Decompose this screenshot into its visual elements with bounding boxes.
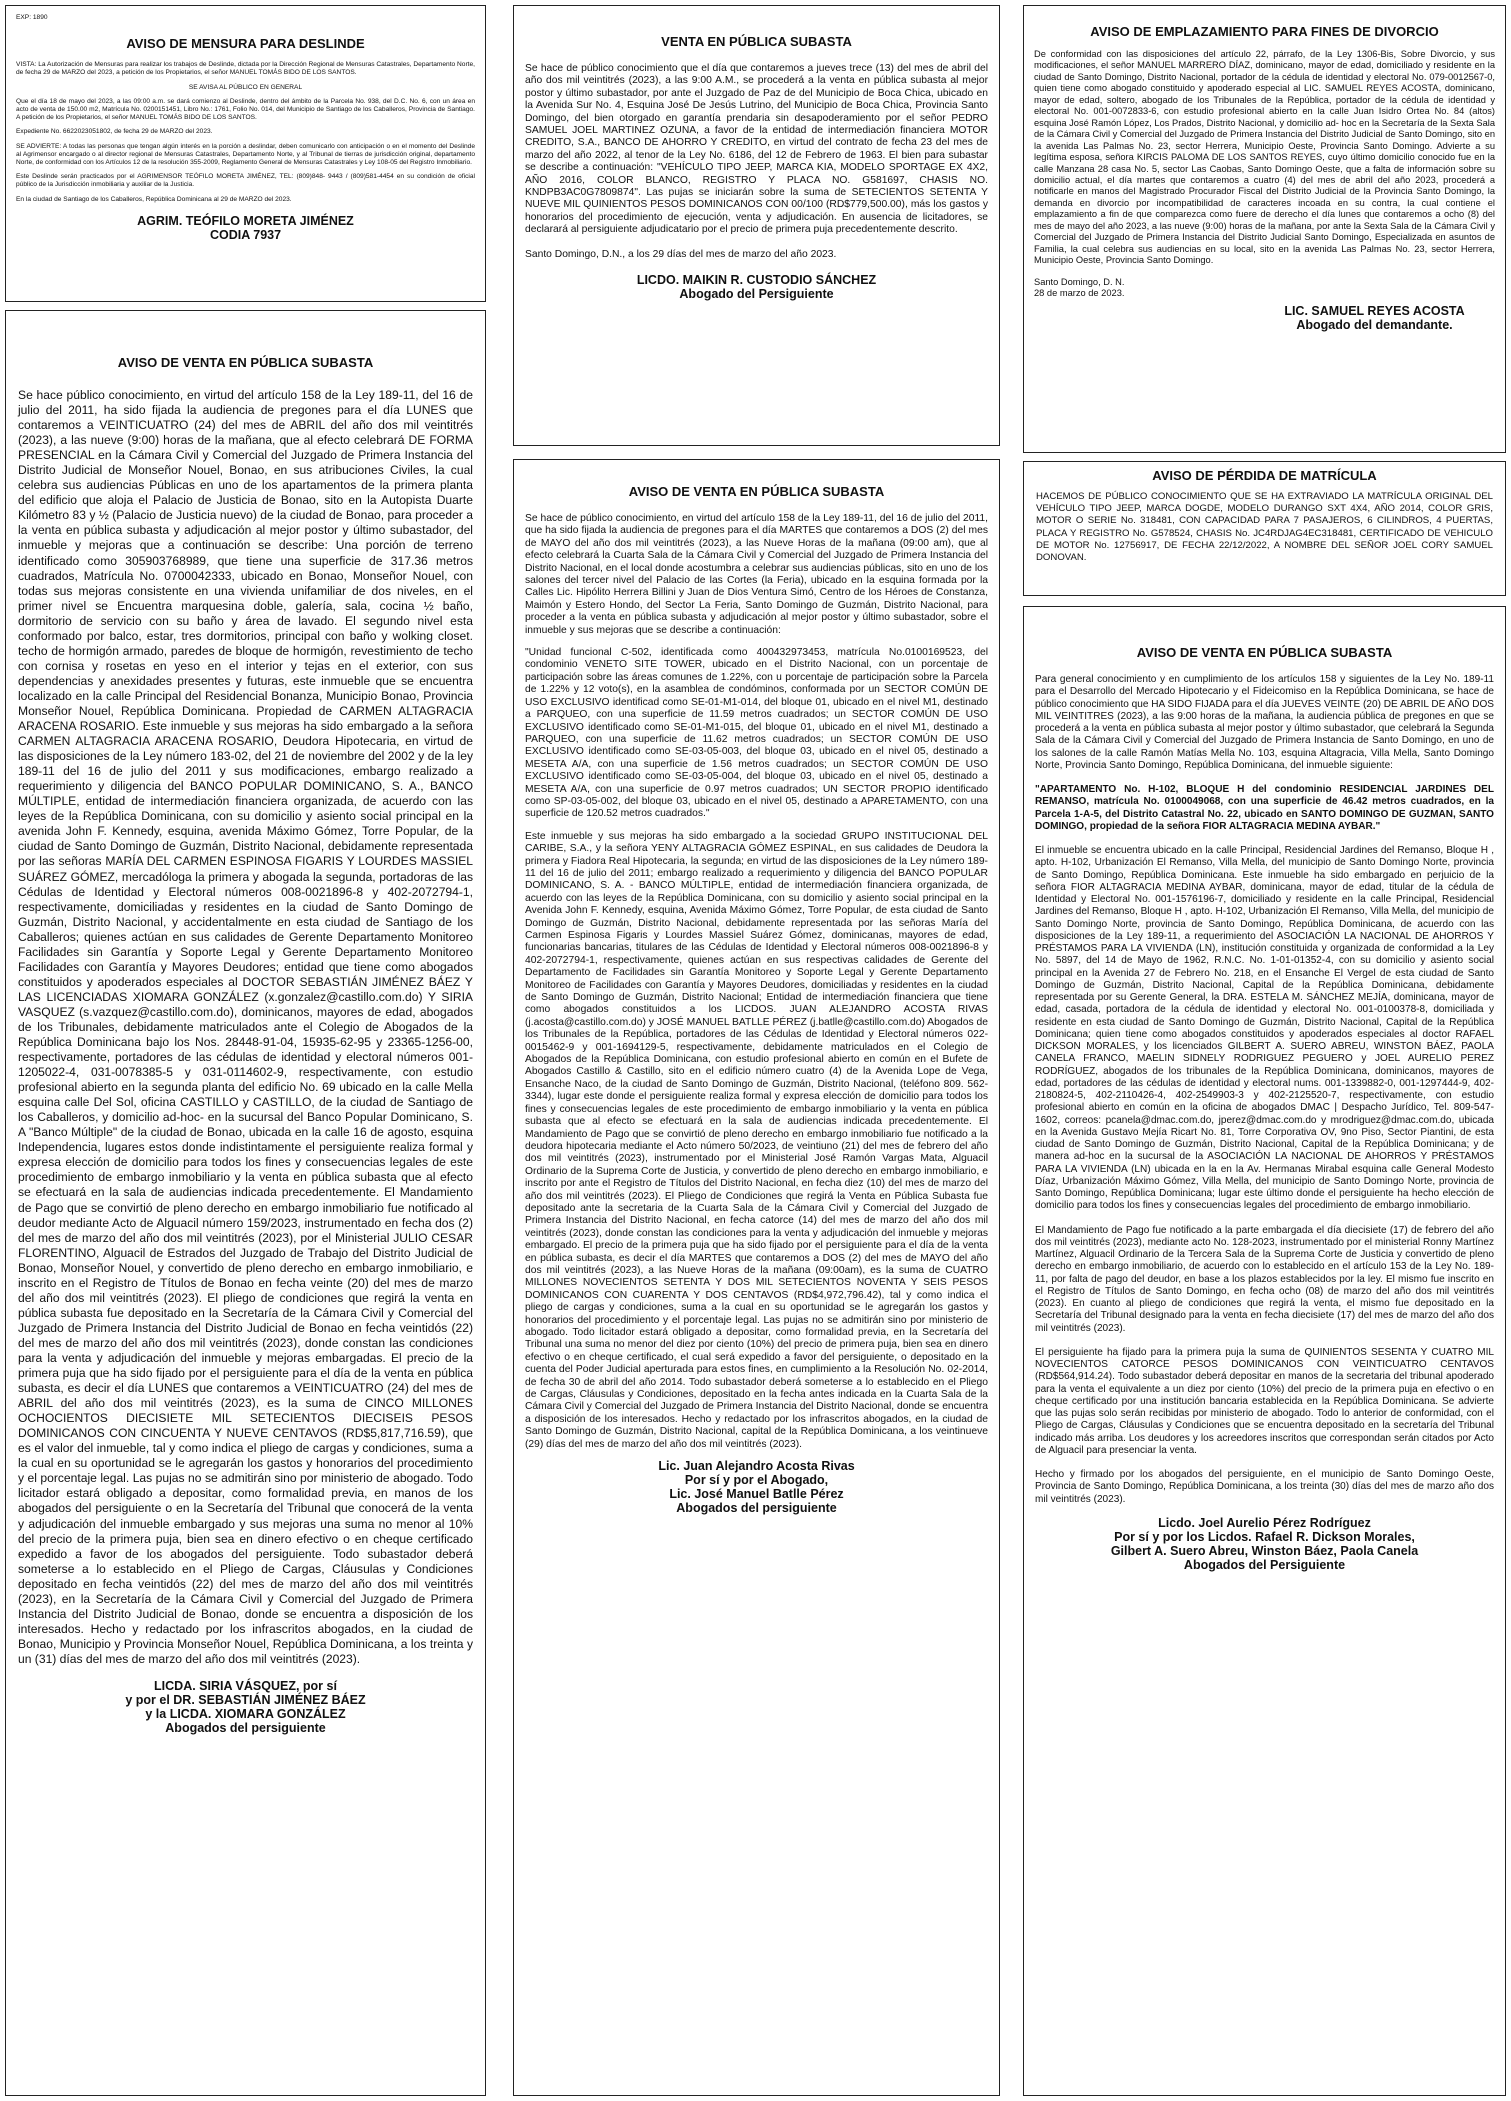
signature-name: Lic. Juan Alejandro Acosta Rivas bbox=[658, 1459, 855, 1474]
signature-title: Abogados del persiguiente bbox=[165, 1720, 326, 1735]
notice-title: AVISO DE VENTA EN PÚBLICA SUBASTA bbox=[1136, 645, 1393, 660]
signature-name: AGRIM. TEÓFILO MORETA JIMÉNEZ bbox=[137, 213, 354, 228]
notice-body: Se hace público conocimiento, en virtud del artículo 158 de la Ley 189-11, del 16 de julio del 2011, ha sido fijada la audiencia de pregones para el día LUNES que contaremos a VEINTICUATRO (24) del mes de ABRIL del año dos mil veintitrés (2023), a las nueve (9:00) horas de la mañana, que al efecto celebrará DE FORMA PRESENCIAL en la Cámara Civil y Comercial del Juzgado de Primera Instancia del Distrito Judicial de Monseñor Nouel, Bonao, en sus atribuciones Civiles, la cual celebra sus audiencias Públicas en uno de los apartamentos de la primera planta del edificio que aloja el Palacio de Justicia de Bonao, sito en la Autopista Duarte Kilómetro 83 y ½ (Palacio de Justicia nuevo) de la ciudad de Bonao, para proceder a la venta en pública subasta y adjudicación al mejor postor y último subastador, del inmueble y mejoras que a continuación se describe: Una porción de terreno identificado como 305903768989, que tiene una superficie de 317.36 metros cuadrados, Matrícula No. 0700042333, ubicado en Bonao, Monseñor Nouel, con todas sus mejoras consistente en una vivienda unifamiliar de dos niveles, en el primer nivel se Encuentra marquesina doble, galería, sala, cocina ½ baño, dormitorio de servicio con su baño y área de lavado. El segundo nivel esta conformado por balco, estar, tres dormitorios, principal con baño y wolking closet. techo de hormigón armado, paredes de bloque de hormigón, revestimiento de techo con cornisa y rosetas en yeso en el interior y tejas en el exterior, con sus dependencias y anexidades presentes y futuras, este inmueble que se encuentra localizado en la calle Principal del Residencial Bonanza, Municipio Bonao, Provincia Monseñor Nouel, República Dominicana. Propiedad de CARMEN ALTAGRACIA ARACENA ROSARIO. Este inmueble y sus mejoras ha sido embargado a la señora CARMEN ALTAGRACIA ARACENA ROSARIO, Deudora Hipotecaria, en virtud de las disposiciones de la Ley número 183-02, del 21 de noviembre del 2002 y de la ley 189-11 del 16 de julio del 2011 y sus modificaciones, embargo realizado a requerimiento y diligencia del BANCO POPULAR DOMINICANO, S. A., BANCO MÚLTIPLE, entidad de intermediación financiera organizada, de acuerdo con las leyes de la República Dominicana, con su domicilio y asiento social principal en la avenida John F. Kennedy, esquina, avenida Máximo Gómez, Torre Popular, de la ciudad de Santo Domingo de Guzmán, Distrito Nacional, debidamente representada por las señoras MARÍA DEL CARMEN ESPINOSA FIGARIS Y LOURDES MASSIEL SUÁREZ GÓMEZ, mercadóloga la primera y abogada la segunda, portadoras de las Cédulas de Identidad y Electoral números 008-0021896-8 y 402-2072794-1, respectivamente, domiciliadas y residentes en la ciudad de Santo Domingo de Guzmán, Distrito Nacional, y accidentalmente en esta ciudad de Santiago de los Caballeros; quienes actúan en sus calidades de Gerente Departamento Monitoreo Facilidades sin Garantía y Soporte Legal y Gerente Departamento Monitoreo Facilidades con Garantía y Mayores Deudores; entidad que tiene como abogados constituidos y apoderados especiales al DOCTOR SEBASTIÁN JIMÉNEZ BÁEZ Y LAS LICENCIADAS XIOMARA GONZÁLEZ (x.gonzalez@castillo.com.do) Y SIRIA VASQUEZ (s.vazquez@castillo.com.do), dominicanos, mayores de edad, abogados de los Tribunales, debidamente matriculados ante el Colegio de Abogados de la República Dominicana bajo los Nos. 28448-91-04, 15935-62-95 y 23365-1256-00, respectivamente, portadores de las cédulas de identidad y electoral números 001-1205022-4, 031-0078385-5 y 031-0114602-9, respectivamente, con estudio profesional abierto en la segunda planta del edificio No. 69 ubicado en la calle Mella esquina calle Del Sol, oficina CASTILLO y CASTILLO, de la ciudad de Santiago de los Caballeros, y domicilio ad-hoc- en la sucursal del Banco Popular Dominicano, S. A "Banco Múltiple" de la ciudad de Bonao, ubicada en la calle 16 de agosto, esquina Independencia, lugares estos donde indistintamente el persiguiente realiza formal y expresa elección de domicilio para todos los fines y consecuencias legales de este procedimiento de embargo inmobiliario y la venta en pública subasta que al efecto se efectuará en la sala de audiencias indicada precedentemente. El Mandamiento de Pago que se convirtió de pleno derecho en embargo inmobiliario fue notificado al deudor mediante Acto de Alguacil número 159/2023, instrumentado en fecha dos (2) del mes de marzo del año dos mil veintitrés (2023), por el Ministerial JULIO CESAR FLORENTINO, Alguacil de Estrados del Juzgado de Trabajo del Distrito Judicial de Bonao, Monseñor Nouel, y convertido de pleno derecho en embargo inmobiliario, e inscrito en el Registro de Títulos de Bonao en fecha veinte (20) del mes de marzo del año dos mil veintitrés (2023). El pliego de condiciones que regirá la venta en pública subasta fue depositado en la Secretaría de la Cámara Civil y Comercial del Juzgado de Primera Instancia del Distrito Judicial de Bonao en fecha veintidós (22) del mes de marzo del año dos mil veintitrés (2023), donde constan las condiciones para la venta y adjudicación del inmueble y mejoras embargadas. El precio de la primera puja que ha sido fijado por el persiguiente para el día de la venta en pública subasta, es decir el día LUNES que contaremos a VEINTICUATRO (24) del mes de ABRIL del año dos mil veintitrés (2023), es la suma de CINCO MILLONES OCHOCIENTOS DIECISIETE MIL SETECIENTOS DIECISEIS PESOS DOMINICANOS CON CINCUENTA Y NUEVE CENTAVOS (RD$5,817,716.59), que es el valor del inmueble, tal y como indica el pliego de cargas y condiciones, suma a la cual en su oportunidad se le agregarán los gastos y honorarios del procedimiento y el porcentaje legal. Las pujas no se admitirán sino por ministerio de abogado. Todo licitador estará obligado a depositar, como formalidad previa, en manos de los abogados del persiguiente o en la Secretaría del Tribunal que conocerá de la venta y adjudicación del inmueble embargado y sus mejoras una suma no menor al 10% del precio de la primera puja, bien sea en dinero efectivo o en cheque certificado expedido a favor de los abogados del persiguiente. Todo subastador deberá someterse a lo establecido en el Pliego de Cargas, Cláusulas y Condiciones depositado en fecha veintidós (22) del mes de marzo del año dos mil veintitrés (2023), en la Secretaría de la Cámara Civil y Comercial del Juzgado de Primera Instancia del Distrito Judicial de Bonao, donde se encuentra a disposición de los interesados. Hecho y redactado por los infrascritos abogados, en la ciudad de Bonao, Municipio y Provincia Monseñor Nouel, República Dominicana, a los treinta y un (31) días del mes de marzo del año dos mil veintitrés (2023). bbox=[18, 388, 473, 1666]
notice-body: Se hace de público conocimiento que el día que contaremos a jueves trece (13) del mes de abril del año dos mil veintitrés (2023), a las 9:00 A.M., se procederá a la venta en pública subasta al mejor postor y último subastador, por ante el Juzgado de Paz de del Municipio de Boca Chica, ubicado en la Avenida Sur No. 4, Esquina José De Jesús Lutrino, del Municipio de Boca Chica, Provincia Santo Domingo, del bien otorgado en garantía prendaria sin desapoderamiento por el señor PEDRO SAMUEL JOEL MARTINEZ OZUNA, a favor de la entidad de intermediación financiera MOTOR CREDITO, S.A., BANCO DE AHORRO Y CREDITO, en virtud del contrato de fecha 23 del mes de marzo del año 2022, al tenor de la Ley No. 6186, del 12 de Febrero de 1963. El bien para subastar se describe a continuación: "VEHÍCULO TIPO JEEP, MARCA KIA, MODELO SPORTAGE EX 4X2, AÑO 2016, COLOR BLANCO, REGISTRO Y PLACA NO. G581697, CHASIS NO. KNDPB3AC0G7809874". Las pujas se iniciarán sobre la suma de SETECIENTOS SETENTA Y NUEVE MIL QUINIENTOS PESOS DOMINICANOS CON 00/100 (RD$779,500.00), más los gastos y honorarios del procedimiento de ejecución, venta y adjudicación. En ausencia de licitadores, se declarará al persiguiente adjudicatario por el precio de primera puja precedentemente descrito. bbox=[525, 63, 988, 236]
notice-venta-bonao bbox=[5, 310, 486, 2096]
signature-name: y la LICDA. XIOMARA GONZÁLEZ bbox=[145, 1706, 346, 1721]
paragraph: Este inmueble y sus mejoras ha sido embargado a la sociedad GRUPO INSTITUCIONAL DEL CARIBE, S.A., y la señora YENY ALTAGRACIA GÓMEZ ESPINAL, en sus calidades de Deudora la primera y Fiadora Real Hipotecaria, la segunda; en virtud de las disposiciones de la Ley número 189-11 del 16 de julio del 2011; embargo realizado a requerimiento y diligencia del BANCO POPULAR DOMINICANO, S. A. - BANCO MÚLTIPLE, entidad de intermediación financiera organizada, de acuerdo con las leyes de la República Dominicana, con su domicilio y asiento social principal en la Avenida John F. Kennedy, esquina, Avenida Máximo Gómez, Torre Popular, de esta ciudad de Santo Domingo de Guzmán, Distrito Nacional, debidamente representada por las señoras María del Carmen Espinosa Figaris y Lourdes Massiel Suárez Gómez, dominicanas, mayores de edad, funcionarias bancarias, titulares de las Cédulas de Identidad y Electoral números 008-0021896-8 y 402-2072794-1, respectivamente, quienes actúan en sus respectivas calidades de Gerente del Departamento de Facilidades sin Garantía Monitoreo y Soporte Legal y Gerente Departamento Monitoreo de Facilidades con Garantía y Mayores Deudores, domiciliadas y residentes en la ciudad de Santo Domingo de Guzmán, Distrito Nacional; Entidad de intermediación financiera que tiene como abogados constituidos a los LICDOS. JUAN ALEJANDRO ACOSTA RIVAS (j.acosta@castillo.com.do) y JOSÉ MANUEL BATLLE PÉREZ (j.batlle@castillo.com.do) Abogados de los Tribunales de la República, portadores de las Cédulas de Identidad y Electoral números 022-0015462-9 y 001-1694129-5, respectivamente, debidamente matriculados en el Colegio de Abogados de la República Dominicana, con estudio profesional abierto en común en el Bufete de Abogados Castillo & Castillo, sito en el edificio número cuatro (4) de la Avenida Lope de Vega, Ensanche Naco, de la ciudad de Santo Domingo de Guzmán, Distrito Nacional, (teléfono 809. 562-3344), lugar este donde el persiguiente realiza formal y expresa elección de domicilio para todos los fines y consecuencias legales de este procedimiento de embargo inmobiliario y la venta en pública subasta que al efecto se efectuará en la sala de audiencias indicada precedentemente. El Mandamiento de Pago que se convirtió de pleno derecho en embargo inmobiliario fue notificado a la deudora hipotecaria mediante el Acto número 50/2023, de veintiuno (21) del mes de febrero del año dos mil veintitrés (2023), instrumentado por el Ministerial José Ramón Vargas Mata, Alguacil Ordinario de la Suprema Corte de Justicia, y convertido de pleno derecho en embargo inmobiliario, e inscrito por ante el Registro de Títulos del Distrito Nacional, en fecha diez (10) del mes de marzo del año dos mil veintitrés (2023). El Pliego de Condiciones que regirá la Venta en Pública Subasta fue depositado ante la secretaria de la Cuarta Sala de la Cámara Civil y Comercial del Juzgado de Primera Instancia del Distrito Nacional, en fecha catorce (14) del mes de marzo del año dos mil veintitrés (2023), donde constan las condiciones para la venta y adjudicación del inmueble y mejoras embargado. El precio de la primera puja que ha sido fijado por el persiguiente para el día de la venta en pública subasta, es decir el día MARTES que contaremos a DOS (2) del mes de MAYO del año dos mil veintitrés (2023), a las Nueve Horas de la mañana (09:00am), es la suma de CUATRO MILLONES NOVECIENTOS SETENTA Y DOS MIL SETECIENTOS NOVENTA Y SEIS PESOS DOMINICANOS CON CUARENTA Y DOS CENTAVOS (RD$4,972,796.42), tal y como indica el pliego de cargas y condiciones, suma a la cual en su oportunidad se le agregarán los gastos y honorarios del procedimiento y el porcentaje legal. Las pujas no se admitirán sino por ministerio de abogado. Todo licitador estará obligado a depositar, como formalidad previa, en la Secretaría del Tribunal una suma no menor del diez por ciento (10%) del precio de primera puja, bien sea en dinero efectivo o en cheque certificado, el cual será expedido a favor del persiguiente, o depositado en la cuenta del Poder Judicial aperturada para estos fines, en cumplimiento a la Resolución No. 02-2014, de fecha 30 de abril del año 2014. Todo subastador deberá someterse a lo establecido en el Pliego de Cargas, Cláusulas y Condiciones, depositado en la fecha antes indicada en la Cuarta Sala de la Cámara Civil y Comercial del Juzgado de Primera Instancia del Distrito Nacional, donde se encuentra a disposición de los interesados. Hecho y redactado por los infrascritos abogados, en la ciudad de Santo Domingo de Guzmán, Distrito Nacional, capital de la República Dominicana, a los veintinueve (29) días del mes de marzo del año dos mil veintitrés (2023). bbox=[525, 830, 989, 1450]
notice-date: Santo Domingo, D.N., a los 29 días del mes de marzo del año 2023. bbox=[525, 248, 837, 260]
notice-title: AVISO DE VENTA EN PÚBLICA SUBASTA bbox=[117, 355, 374, 370]
paragraph: Para general conocimiento y en cumplimiento de los artículos 158 y siguientes de la Ley No. 189-11 para el Desarrollo del Mercado Hipotecario y el Fideicomiso en la República Dominicana, se hace de público conocimiento que HA SIDO FIJADA para el día JUEVES VEINTE (20) DE ABRIL DE AÑO DOS MIL VEINTITRES (2023), a las 9:00 horas de la mañana, la audiencia pública de pregones en que se procederá a la venta en pública subasta al mejor postor y último subastador, que celebrará la Segunda Sala de la Cámara Civil y Comercial del Juzgado de Primera Instancia de Santo Domingo, en uno de los salones de la calle Ramón Matías Mella No. 103, esquina Altagracia, Villa Mella, Santo Domingo Norte, Provincia Santo Domingo, República Dominicana, del inmueble siguiente: bbox=[1035, 674, 1494, 771]
notice-divorcio bbox=[1023, 5, 1506, 453]
notice-title: AVISO DE MENSURA PARA DESLINDE bbox=[126, 36, 365, 52]
notice-mensura bbox=[5, 5, 486, 302]
notice-title: AVISO DE EMPLAZAMIENTO PARA FINES DE DIVORCIO bbox=[1090, 24, 1439, 39]
signature-name: LIC. SAMUEL REYES ACOSTA bbox=[1284, 303, 1465, 318]
notice-title: VENTA EN PÚBLICA SUBASTA bbox=[661, 34, 852, 49]
signature-name: y por el DR. SEBASTIÁN JIMÉNEZ BÁEZ bbox=[125, 1692, 366, 1707]
notice-venta-boca-chica bbox=[513, 5, 1000, 446]
paragraph: Este Deslinde serán practicados por el AGRIMENSOR TEÓFILO MORETA JIMÉNEZ, TEL: (809)848- 9443 / (809)581-4454 en su condición de oficial público de la Jurisdicción inmobiliaria y auxiliar de la Justicia. bbox=[16, 173, 475, 189]
signature-name: Licdo. Joel Aurelio Pérez Rodríguez bbox=[1158, 1515, 1371, 1530]
paragraph: Que el día 18 de mayo del 2023, a las 09:00 a.m. se dará comienzo al Deslinde, dentro del ámbito de la Parcela No. 938, del D.C. No. 6, con un área en acto de venta de 150.00 m2, Matrícula No. 0200151451, Libro No.: 1761, Folio No. 014, del Municipio de Santiago de los Caballeros, Provincia de Santiago. A petición de los Propietarios, el señor MANUEL TOMÁS BIDO DE LOS SANTOS. bbox=[16, 97, 475, 122]
notice-perdida-matricula bbox=[1023, 461, 1506, 596]
paragraph: El Mandamiento de Pago fue notificado a la parte embargada el día diecisiete (17) de febrero del año dos mil veintitrés (2023), mediante acto No. 128-2023, instrumentado por el ministerial Ronny Martínez Martínez, Alguacil Ordinario de la Tercera Sala de la Suprema Corte de Justicia y convertido de pleno derecho en embargo inmobiliario, de acuerdo con lo establecido en el artículo 153 de la Ley No. 189-11, por falta de pago del deudor, en base a los plazos establecidos por la ley. El mismo fue inscrito en el Registro de Títulos de Santo Domingo, en fecha ocho (08) de marzo del año dos mil veintitrés (2023). En cuanto al pliego de condiciones que regirá la venta, el mismo fue depositado en la Secretaría del Tribunal designado para la venta en fecha diecisiete (17) del mes de marzo del año dos mil veintitrés (2023). bbox=[1035, 1224, 1494, 1334]
notice-title: AVISO DE VENTA EN PÚBLICA SUBASTA bbox=[628, 484, 885, 499]
notice-title: AVISO DE PÉRDIDA DE MATRÍCULA bbox=[1152, 468, 1377, 483]
signature-name: LICDA. SIRIA VÁSQUEZ, por sí bbox=[154, 1678, 337, 1693]
signature-title: Abogado del demandante. bbox=[1296, 317, 1453, 332]
signature-title: CODIA 7937 bbox=[209, 227, 282, 242]
notice-body: HACEMOS DE PÚBLICO CONOCIMIENTO QUE SE HA EXTRAVIADO LA MATRÍCULA ORIGINAL DEL VEHÍCULO TIPO JEEP, MARCA DOGDE, MODELO DURANGO SXT 4X4, AÑO 2014, COLOR GRIS, MOTOR O SERIE No. 318481, CON CAPACIDAD PARA 7 PASAJEROS, 6 CILINDROS, 4 PUERTAS, PLACA Y REGISTRO No. G578524, CHASIS No. JC4RDJAG4EC318481, CERTIFICADO DE VEHICULO DE MOTOR No. 12756917, DE FECHA 22/12/2022, A NOMBRE DEL SEÑOR JOEL CORY SAMUEL DONOVAN. bbox=[1036, 491, 1493, 564]
signature-title: Abogado del Persiguiente bbox=[679, 287, 834, 302]
paragraph: VISTA: La Autorización de Mensuras para realizar los trabajos de Deslinde, dictada por la Dirección Regional de Mensuras Catastrales, Departamento Norte, de fecha 29 de MARZO del 2023, a petición de los Propietarios, el señor MANUEL TOMÁS BIDO DE LOS SANTOS. bbox=[16, 61, 475, 77]
paragraph: Expediente No. 6622023051802, de fecha 29 de MARZO del 2023. bbox=[16, 128, 213, 136]
notice-date: Santo Domingo, D. N. bbox=[1034, 276, 1125, 287]
paragraph: En la ciudad de Santiago de los Caballeros, República Dominicana al 29 de MARZO del 2023. bbox=[16, 195, 292, 203]
signature-name: Gilbert A. Suero Abreu, Winston Báez, Paola Canela bbox=[1110, 1543, 1419, 1558]
paragraph: El inmueble se encuentra ubicado en la calle Principal, Residencial Jardines del Remanso, Bloque H , apto. H-102, Urbanización El Remanso, Villa Mella, del municipio de Santo Domingo Norte, provincia de Santo Domingo, República Dominicana. Este inmueble ha sido embargado en perjuicio de la señora FIOR ALTAGRACIA MEDINA AYBAR, dominicana, mayor de edad, titular de la cédula de Identidad y Electoral No. 001-1576196-7, domiciliado y residente en la calle Principal, Residencial Jardines del Remanso, Bloque H , apto. H-102, Urbanización El Remanso, Villa Mella, del municipio de Santo Domingo Norte, provincia de Santo Domingo, República Dominicana, de acuerdo con las disposiciones de la Ley 189-11, a requerimiento del ASOCIACIÓN LA NACIONAL DE AHORROS Y PRÉSTAMOS PARA LA VIVIENDA (LN), institución constituida y organizada de conformidad a la Ley No. 5897, del 14 de Mayo de 1962, R.N.C. No. 1-01-01352-4, con su domicilio y asiento social principal en la Avenida 27 de Febrero No. 218, en el Ensanche El Vergel de esta ciudad de Santo Domingo de Guzmán, Distrito Nacional, Capital de la República Dominicana, debidamente representada por su Gerente General, la DRA. ESTELA M. SÁNCHEZ MEJÍA, dominicana, mayor de edad, casada, portadora de la cédula de identidad y electoral No. 001-0100378-8, domiciliada y residente en esta ciudad de Santo Domingo de Guzmán, Distrito Nacional, Capital de la República Dominicana; quien tiene como abogados constituidos y apoderados especiales al doctor RAFAEL DICKSON MORALES, y los licenciados GILBERT A. SUERO ABREU, WINSTON BÁEZ, PAOLA CANELA FRANCO, MAELIN SIDNELY RODRIGUEZ PEGUERO y JOEL AURELIO PEREZ RODRÍGUEZ, abogados de los tribunales de la República Dominicana, dominicanos, mayores de edad, portadores de las cédulas de identidad y electoral nums. 001-1339882-0, 001-1297444-9, 402-2180824-5, 402-2110426-4, 402-2549903-3 y 402-2125520-7, respectivamente, con estudio profesional abierto en común en la oficina de abogados DMAC | Despacho Jurídico, Tel. 809-547-1602, correos: pcanela@dmac.com.do, jperez@dmac.com.do y mrodriguez@dmac.com.do, ubicada en la Avenida Gustavo Mejía Ricart No. 81, Torre Corporativa OV, 9no Piso, Sector Piantini, de esta ciudad de Santo Domingo de Guzmán, Distrito Nacional, Capital de la República Dominicana; y de manera ad-hoc en la sucursal de la ASOCIACIÓN LA NACIONAL DE AHORROS Y PRÉSTAMOS PARA LA VIVIENDA (LN) ubicada en la en la Av. Hermanas Mirabal esquina calle General Modesto Díaz, Urbanización Máximo Gómez, Villa Mella, del municipio de Santo Domingo Norte, provincia de Santo Domingo, República Dominicana; lugar este último donde el persiguiente ha hecho elección de domicilio para todos los fines y consecuencias legales del procedimiento de embargo inmobiliario. bbox=[1035, 845, 1494, 1212]
notice-date: 28 de marzo de 2023. bbox=[1034, 288, 1125, 299]
signature-title: Abogados del persiguiente bbox=[676, 1501, 837, 1516]
paragraph: "Unidad funcional C-502, identificada como 400432973453, matrícula No.0100169523, del condominio VENETO SITE TOWER, ubicado en el Distrito Nacional, con un porcentaje de participación sobre las áreas comunes de 1.22%, con u porcentaje de participación sobre la Parcela de 1.22% y 12 voto(s), en la asamblea de condóminos, conformada por un SECTOR COMÚN DE USO EXCLUSIVO identificad como SE-01-M1-014, del bloque 01, ubicado en el nivel M1, destinado a PARQUEO, con una superficie de 11.59 metros cuadrados; un SECTOR COMÚN DE USO EXCLUSIVO identificado como SE-01-M1-015, del bloque 01, ubicado en el nivel M1, destinado a PARQUEO, con una superficie de 11.62 metros cuadrados; un SECTOR COMÚN DE USO EXCLUSIVO identificado como SE-03-05-003, del bloque 03, ubicado en el nivel 05, destinado a MESETA A/A, con una superficie de 1.56 metros cuadrados; un SECTOR COMÚN DE USO EXCLUSIVO identificado como SE-03-05-004, del bloque 03, ubicado en el nivel 05, destinado a MESETA A/A, con una superficie de 0.97 metros cuadrados; UN SECTOR PROPIO identificado como SP-03-05-002, del bloque 03, ubicado en el nivel 05, destinado a APARETAMENTO, con una superficie de 120.52 metros cuadrados." bbox=[525, 647, 988, 820]
signature-name: LICDO. MAIKIN R. CUSTODIO SÁNCHEZ bbox=[636, 273, 877, 288]
exp-number: EXP: 1890 bbox=[16, 14, 48, 21]
signature-name: Por sí y por el Abogado, bbox=[684, 1473, 829, 1488]
paragraph: Se hace de público conocimiento, en virtud del artículo 158 de la Ley 189-11, del 16 de julio del 2011, que ha sido fijada la audiencia de pregones para el día MARTES que contaremos a DOS (2) del mes de MAYO del año dos mil veintitrés (2023), a las Nueve Horas de la mañana (09:00 am), que al efecto celebrará la Cuarta Sala de la Cámara Civil y Comercial del Juzgado de Primera Instancia del Distrito Nacional, en el local donde acostumbra a celebrar sus audiencias públicas, sito en uno de los salones del tercer nivel del Palacio de las Cortes (la Feria), ubicado en la esquina formada por la Calles Lic. Hipólito Herrera Billini y Juan de Dios Ventura Simó, Centro de los Héroes de Constanza, Maimón y Estero Hondo, del Sector La Feria, Santo Domingo de Guzmán, Distrito Nacional, para proceder a la venta en pública subasta y adjudicación al mejor postor y último subastador, sobre el inmueble y sus mejoras que se describe a continuación: bbox=[525, 513, 988, 636]
paragraph: "APARTAMENTO No. H-102, BLOQUE H del condominio RESIDENCIAL JARDINES DEL REMANSO, matrícula No. 0100049068, con una superficie de 46.42 metros cuadrados, en la Parcela 1-A-5, del Distrito Catastral No. 22, ubicado en SANTO DOMINGO DE GUZMAN, SANTO DOMINGO, propiedad de la señora FIOR ALTAGRACIA MEDINA AYBAR." bbox=[1035, 784, 1494, 832]
paragraph: Hecho y firmado por los abogados del persiguiente, en el municipio de Santo Domingo Oeste, Provincia de Santo Domingo, República Dominicana, a los treinta (30) días del mes de marzo año dos mil veintitrés (2023). bbox=[1035, 1469, 1494, 1505]
signature-title: Abogados del Persiguiente bbox=[1183, 1557, 1346, 1572]
signature-name: Por sí y por los Licdos. Rafael R. Dickson Morales, bbox=[1114, 1529, 1415, 1544]
notice-venta-santo-domingo-norte bbox=[1023, 606, 1506, 2096]
paragraph: El persiguiente ha fijado para la primera puja la suma de QUINIENTOS SESENTA Y CUATRO MIL NOVECIENTOS CATORCE PESOS DOMINICANOS CON VEINTICUATRO CENTAVOS (RD$564,914.24). Todo subastador deberá depositar en manos de la secretaria del tribunal apoderado para la venta el equivalente a un diez por ciento (10%) del precio de la primera puja en efectivo o en cheque certificado por una institución bancaria establecida en la República Dominicana. Se advierte que las pujas solo serán recibidas por ministerio de abogado. Todo lo anterior de conformidad, con el Pliego de Cargas, Cláusulas y Condiciones que se encuentra depositado en la secretaría del Tribunal indicado más arriba. Los deudores y los acreedores inscritos que correspondan serán citados por Acto de Alguacil para presenciar la venta. bbox=[1035, 1346, 1494, 1456]
paragraph: SE AVISA AL PÚBLICO EN GENERAL bbox=[188, 83, 303, 91]
notice-venta-distrito-nacional bbox=[513, 459, 1000, 2096]
signature-name: Lic. José Manuel Batlle Pérez bbox=[669, 1487, 844, 1502]
paragraph: SE ADVIERTE: A todas las personas que tengan algún interés en la porción a deslindar, deben comunicarlo con anticipación o en el momento del Deslinde al Agrimensor encargado o al director regional de Mensuras Catastrales, Departamento Norte, y al Tribunal de tierras de jurisdicción original, departamento Norte, de conformidad con los Artículos 12 de la resolución 355-2009, Reglamento General de Mensuras Catastrales y Ley 108-05 del Registro Inmobiliario. bbox=[16, 142, 475, 167]
notice-body: De conformidad con las disposiciones del artículo 22, párrafo, de la Ley 1306-Bis, Sobre Divorcio, y sus modificaciones, el señor MANUEL MARRERO DÍAZ, dominicano, mayor de edad, domiciliado y residente en la ciudad de Santo Domingo, Distrito Nacional, portador de la cédula de identidad y electoral No. 079-0012567-0, quien tiene como abogado constituido y apoderado especial al LIC. SAMUEL REYES ACOSTA, dominicano, mayor de edad, soltero, abogado de los Tribunales de la República, portador de la cédula de identidad y electoral No. 001-0072833-6, con estudio profesional abierto en la calle Juan Isidro Ortea No. 84 (altos) esquina José Ramón López, Los Prados, Distrito Nacional, y domicilio ad- hoc en la Secretaría de la Sexta Sala de la Cámara Civil y Comercial del Juzgado de Primera Instancia del Distrito Judicial de Santo Domingo, sito en la avenida Las Palmas No. 23, sector Herrera, Municipio Oeste, Provincia Santo Domingo. Advierte a su legítima esposa, señora KIRCIS PALOMA DE LOS SANTOS REYES, cuyo último domicilio conocido fue en la calle Manzana 28 casa No. 5, sector Las Caobas, Santo Domingo Oeste, que a falta de información sobre su domicilio actual, el día martes que contaremos a cuatro (4) del mes de abril del año 2023, procederá a notificarle en manos del Magistrado Procurador Fiscal del Distrito Judicial de la Provincia Santo Domingo, la demanda en divorcio por incompatibilidad de caracteres incoada en su contra, la cual contiene el emplazamiento a fin de que comparezca como fuere de derecho el día lunes que contaremos a ocho (8) del mes de mayo del año 2023, a las nueve (9:00) horas de la mañana, por ante la Sexta Sala de la Cámara Civil y Comercial del Juzgado de Primera Instancia del Distrito Judicial Santo Domingo, Especializada en asuntos de Familia, la cual celebra sus audiencias en su local, sito en la avenida Las Palmas No. 23, sector Herrera, Municipio Oeste, Provincia Santo Domingo. bbox=[1034, 49, 1495, 266]
